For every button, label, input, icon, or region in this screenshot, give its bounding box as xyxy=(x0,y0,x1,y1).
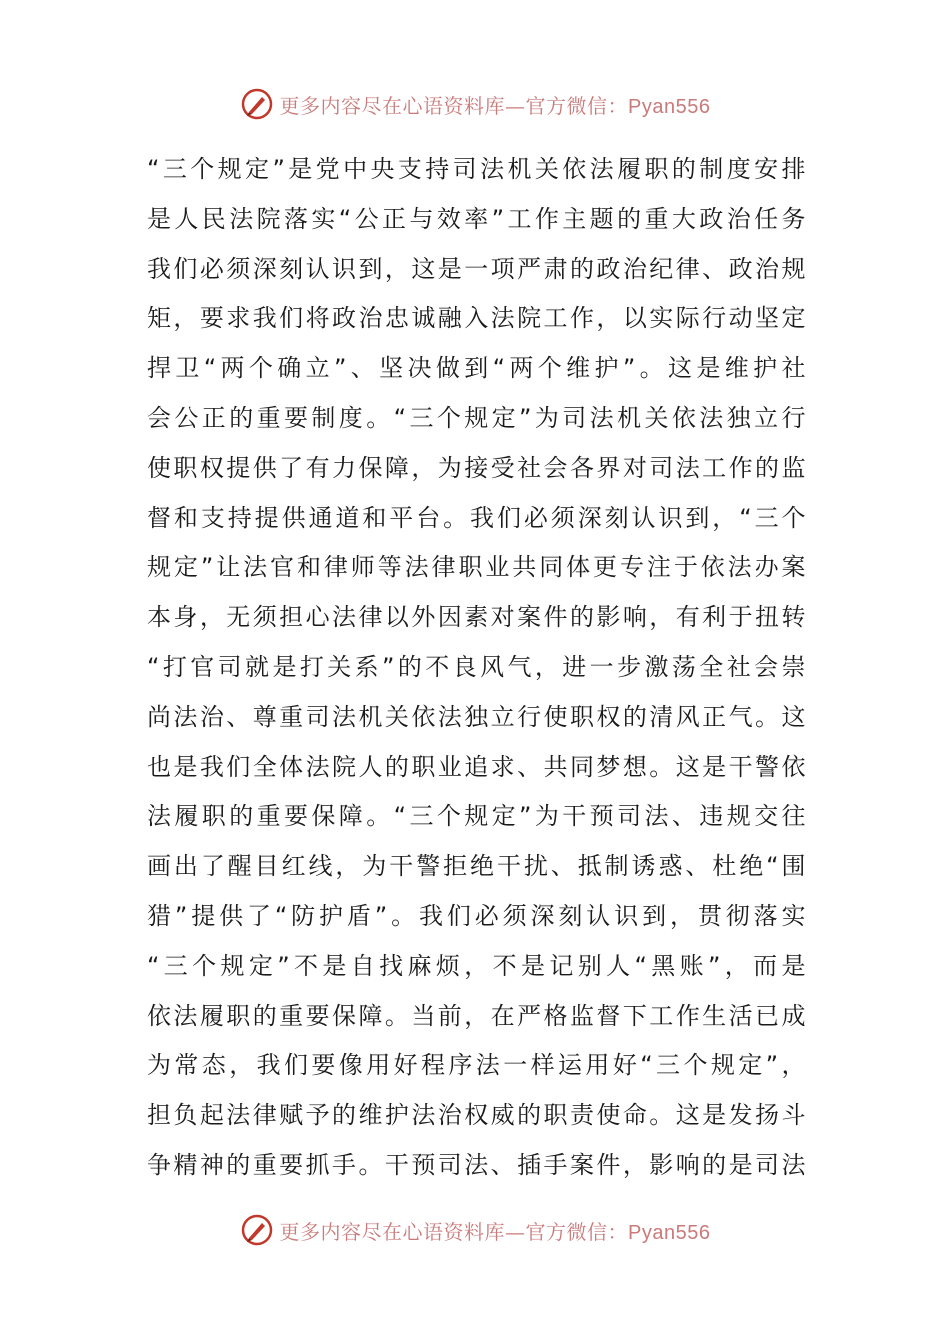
body-line: 会公正的重要制度。“三个规定”为司法机关依法独立行 xyxy=(147,403,807,432)
body-line: 是人民法院落实“公正与效率”工作主题的重大政治任务 xyxy=(147,204,807,233)
body-line: 法履职的重要保障。“三个规定”为干预司法、违规交往 xyxy=(147,802,807,831)
body-line: “三个规定”不是自找麻烦，不是记别人“黑账”，而是 xyxy=(147,951,807,980)
watermark-text xyxy=(280,1216,711,1245)
body-line: 画出了醒目红线，为干警拒绝干扰、抵制诱惑、杜绝“围 xyxy=(147,852,807,881)
pen-logo-icon xyxy=(240,1213,274,1247)
watermark-site-text: 更多内容尽在心语资料库—官方微信： xyxy=(279,93,629,118)
body-line: 猎”提供了“防护盾”。我们必须深刻认识到，贯彻落实 xyxy=(147,901,807,930)
footer-watermark xyxy=(0,1210,950,1250)
body-line: “三个规定”是党中央支持司法机关依法履职的制度安排 xyxy=(147,155,807,183)
body-line: 也是我们全体法院人的职业追求、共同梦想。这是干警依 xyxy=(147,752,807,781)
body-line: 尚法治、尊重司法机关依法独立行使职权的清风正气。这 xyxy=(147,702,807,731)
pen-logo-icon xyxy=(240,87,274,121)
body-line: 争精神的重要抓手。干预司法、插手案件，影响的是司法 xyxy=(147,1150,807,1179)
body-line: 督和支持提供通道和平台。我们必须深刻认识到，“三个 xyxy=(147,503,807,532)
watermark-wechat-id: Pyan556 xyxy=(628,1221,711,1244)
body-line: 依法履职的重要保障。当前，在严格监督下工作生活已成 xyxy=(147,1001,807,1030)
body-line: 矩，要求我们将政治忠诚融入法院工作，以实际行动坚定 xyxy=(147,304,807,333)
body-line: 本身，无须担心法律以外因素对案件的影响，有利于扭转 xyxy=(147,603,807,632)
body-line: 捍卫“两个确立”、坚决做到“两个维护”。这是维护社 xyxy=(147,354,807,383)
body-line: 我们必须深刻认识到，这是一项严肃的政治纪律、政治规 xyxy=(147,254,807,283)
watermark-text xyxy=(280,90,711,119)
watermark-site-text: 更多内容尽在心语资料库—官方微信： xyxy=(279,1219,629,1244)
body-line: “打官司就是打关系”的不良风气，进一步激荡全社会崇 xyxy=(147,652,807,681)
body-line: 使职权提供了有力保障，为接受社会各界对司法工作的监 xyxy=(147,453,807,482)
body-line: 担负起法律赋予的维护法治权威的职责使命。这是发扬斗 xyxy=(147,1101,807,1130)
header-watermark xyxy=(0,84,950,124)
watermark-wechat-id: Pyan556 xyxy=(628,95,711,118)
document-body xyxy=(147,145,807,1191)
body-line: 规定”让法官和律师等法律职业共同体更专注于依法办案 xyxy=(147,553,807,582)
body-line: 为常态，我们要像用好程序法一样运用好“三个规定”， xyxy=(147,1051,807,1080)
